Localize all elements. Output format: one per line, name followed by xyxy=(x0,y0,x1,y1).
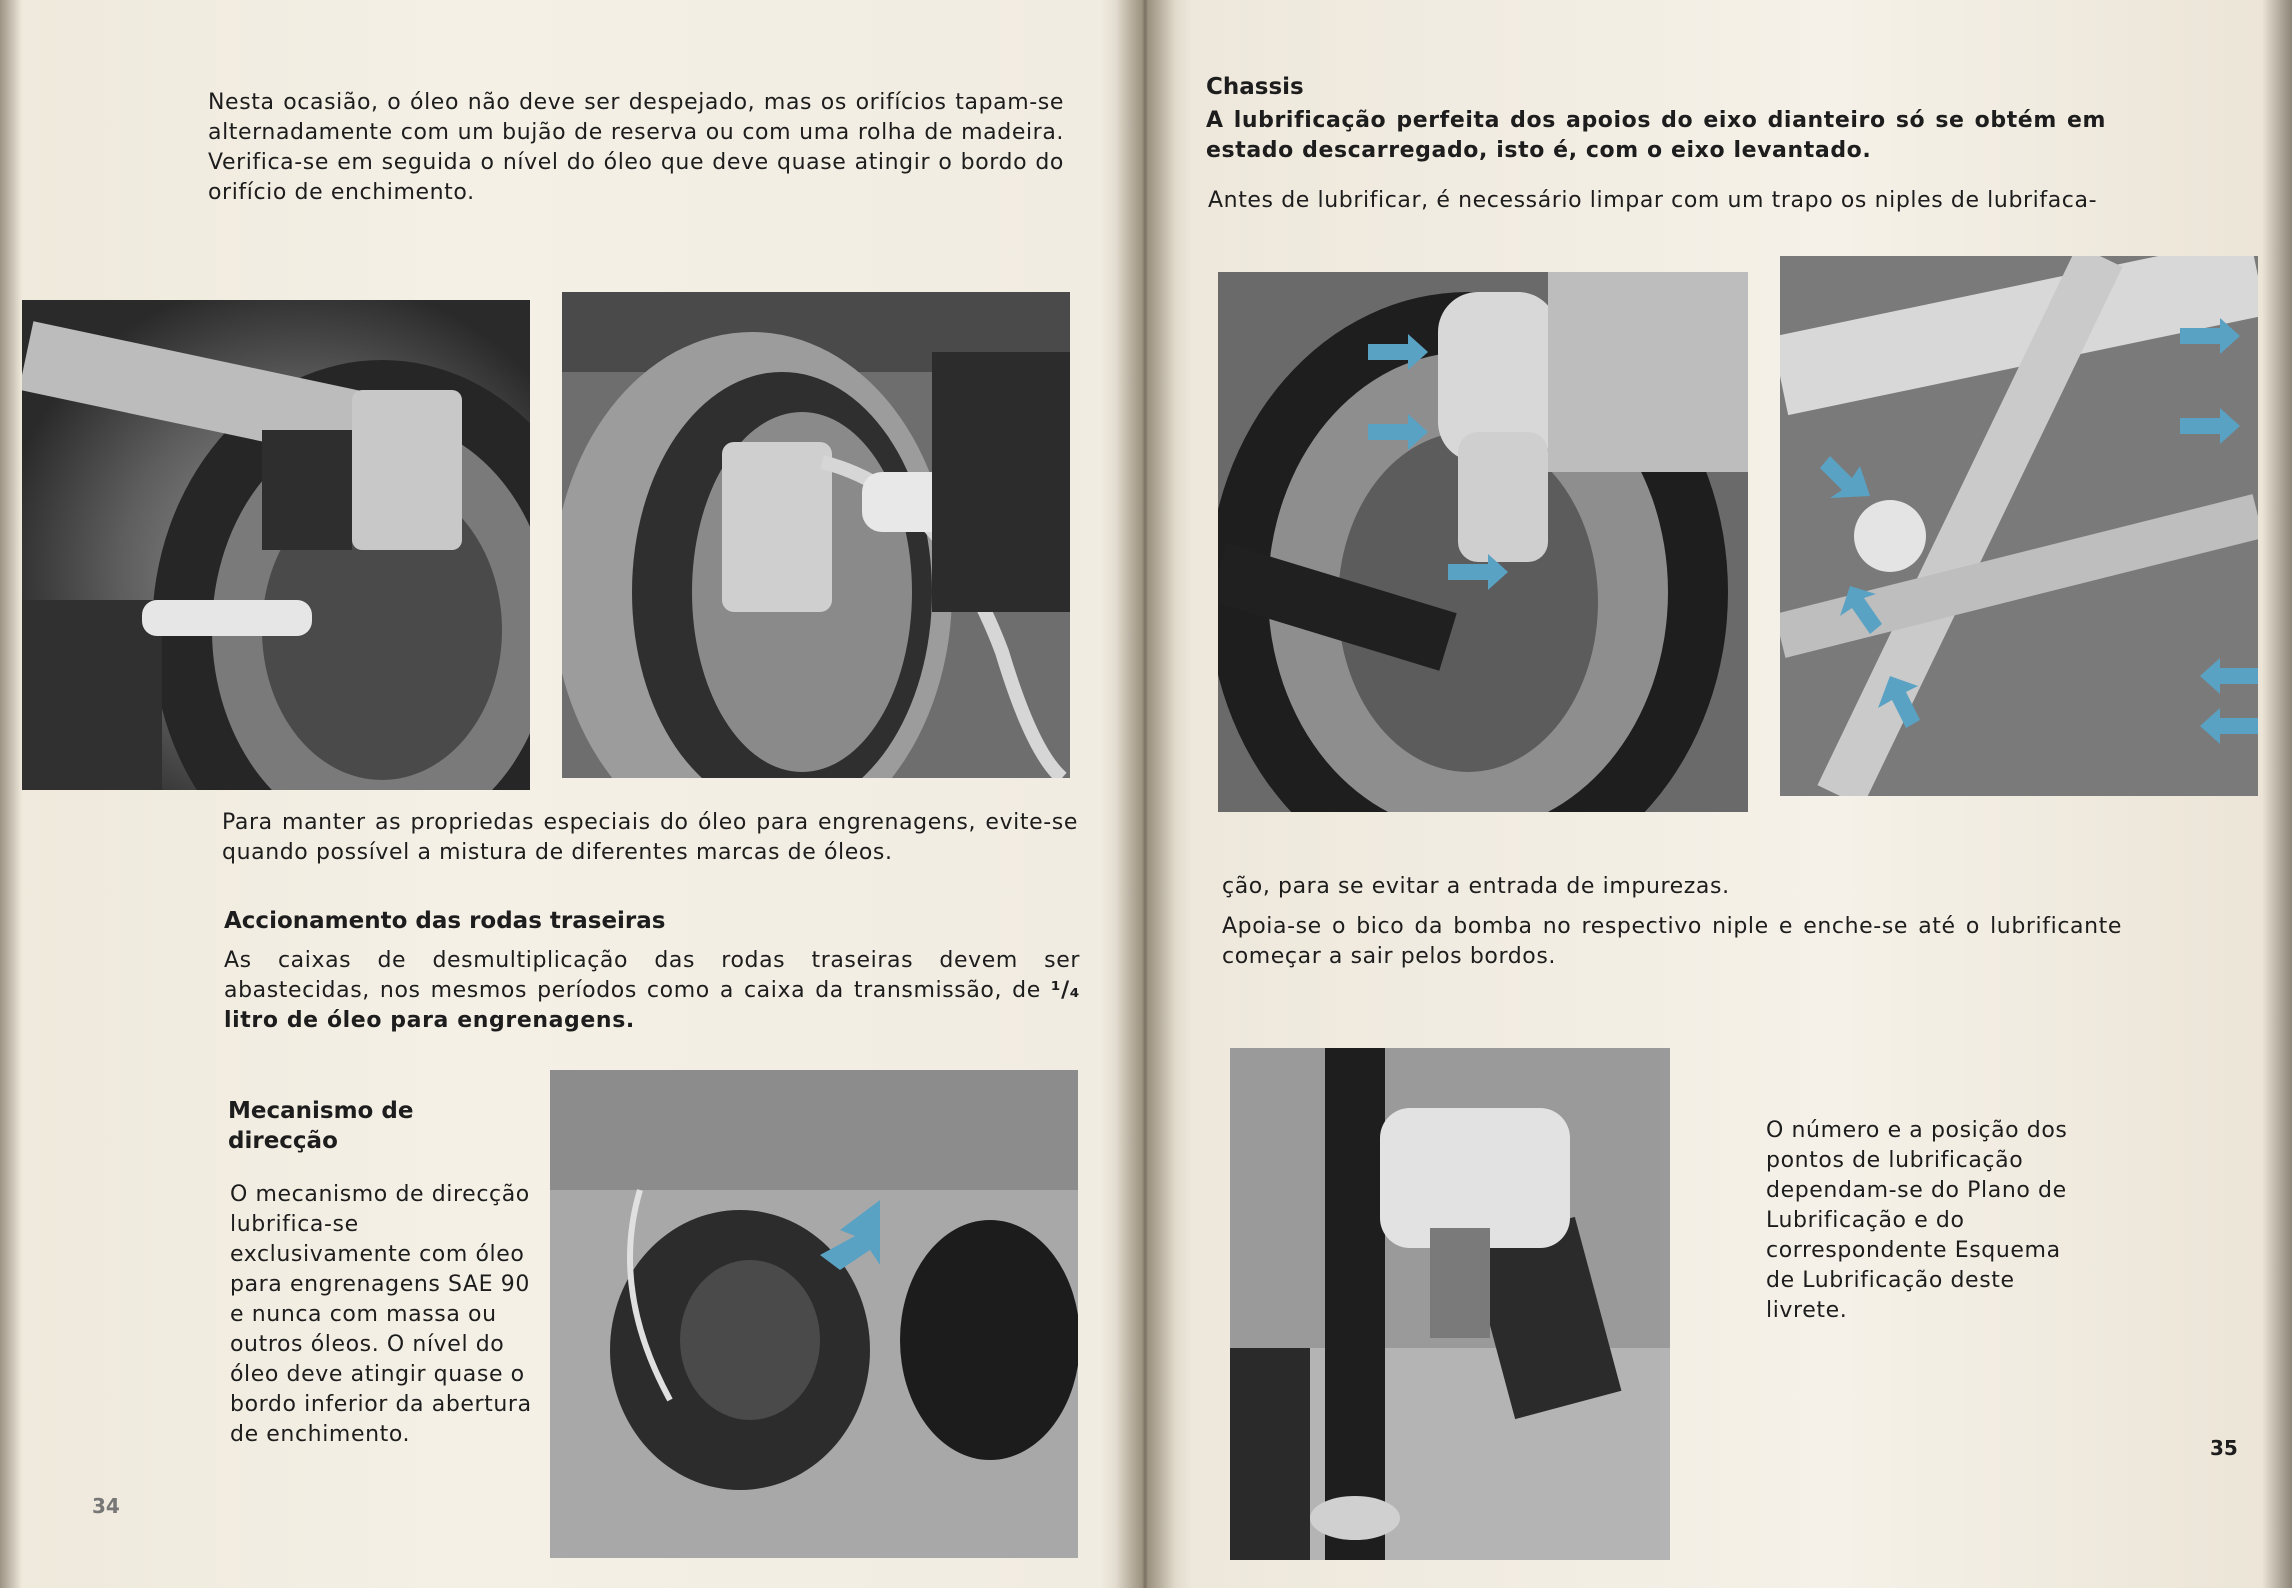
gear-oil-note: Para manter as propriedas especiais do óleo para engrenagens, evite-se quando possível a mistura de diferentes marcas de óleos. xyxy=(222,810,1078,865)
rear-drive-text xyxy=(224,946,1080,1036)
rear-drive-text-bold: litro de óleo para engrenagens. xyxy=(224,1008,635,1033)
rear-drive-text-plain: As caixas de desmultiplicação das rodas traseiras devem ser abastecidas, nos mesmos períodos como a caixa da transmissão, de xyxy=(224,948,1080,1003)
chassis-text-part2: ção, para se evitar a entrada de impurezas. xyxy=(1222,874,1730,899)
chassis-text-part3: Apoia-se o bico da bomba no respectivo niple e enche-se até o lubrificante começar a sair pelos bordos. xyxy=(1222,914,2122,969)
page-number-left: 34 xyxy=(92,1494,120,1518)
rear-drive-heading: Accionamento das rodas traseiras xyxy=(224,908,666,934)
right-page xyxy=(1150,0,2292,1588)
left-page xyxy=(0,0,1140,1588)
photo-rear-wheel-oil-fill xyxy=(562,292,1070,778)
photo-rear-wheel-gearbox xyxy=(22,300,530,790)
lubrication-plan-note: O número e a posição dos pontos de lubrificação dependam-se do Plano de Lubrificação e do correspondente Esquema de Lubrificação deste livrete. xyxy=(1766,1118,2068,1323)
page-number-right: 35 xyxy=(2210,1436,2238,1460)
rear-drive-fraction: ¹/₄ xyxy=(1050,978,1080,1003)
steering-heading-line1: Mecanismo de xyxy=(228,1098,414,1124)
chassis-bold-text: A lubrificação perfeita dos apoios do eixo dianteiro só se obtém em estado descarregado, isto é, com o eixo levantado. xyxy=(1206,108,2106,163)
chassis-heading: Chassis xyxy=(1206,74,1304,100)
steering-text: O mecanismo de direcção lubrifica-se exclusivamente com óleo para engrenagens SAE 90 e nunca com massa ou outros óleos. O nível do óleo deve atingir quase o bordo inferior da abertura de enchimento. xyxy=(230,1182,532,1447)
photo-pedals-lubrication xyxy=(1230,1048,1670,1560)
photo-steering-box xyxy=(550,1070,1078,1558)
photo-front-axle-lubrication xyxy=(1218,272,1748,812)
steering-heading-line2: direcção xyxy=(228,1128,338,1154)
chassis-text-part1: Antes de lubrificar, é necessário limpar com um trapo os niples de lubrifaca- xyxy=(1208,188,2098,213)
intro-paragraph: Nesta ocasião, o óleo não deve ser despejado, mas os orifícios tapam-se alternadamente com um bujão de reserva ou com uma rolha de madeira. Verifica-se em seguida o nível do óleo que deve quase atingir o bordo do orifício de enchimento. xyxy=(208,90,1064,205)
photo-chassis-lubrication-points xyxy=(1780,256,2258,796)
